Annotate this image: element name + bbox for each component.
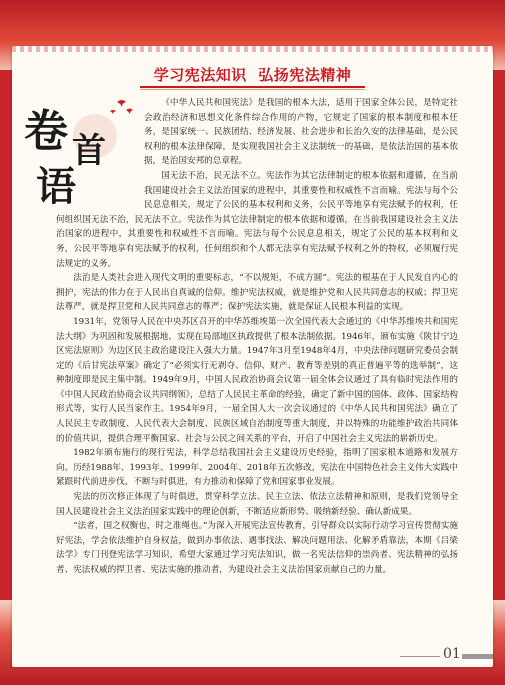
paragraph: 1982年颁布施行的现行宪法，科学总结我国社会主义建设历史经验，指明了国家根本道路和发展方向。历经1988年、1993年、1999年、2004年、2018年五次修改，宪法在中国特色社会主义伟大实践中紧跟时代前进步伐，不断与时俱进，有力推动和保障了党和国家事业发展。 xyxy=(56,448,458,488)
page-number-rule xyxy=(400,656,440,657)
page-number-bar xyxy=(462,654,493,659)
title-underline-thin xyxy=(140,89,365,90)
page-title: 学习宪法知识 弘扬宪法精神 xyxy=(153,66,352,84)
paragraph: 1931年，党领导人民在中央苏区召开的中华苏维埃第一次全国代表大会通过的《中华苏维埃共和国宪法大纲》为巩固和发展根据地、实现在局部地区执政提供了根本法制依据。1946年，颁布实施《陕甘宁边区宪法原则》为边区民主政治建设注入强大力量。1947年3月至1948年4月，中央法律问题研究委员会制定的《后甘宪法草案》确定了“必须实行无剥夺、信仰、财产、教育等差别的真正普遍平等的选举制”，这种制度即是民主集中制。1949年9月，中国人民政治协商会议第一届全体会议通过了具有临时宪法作用的《中国人民政治协商会议共同纲领》，总结了人民民主革命的经验，确定了新中国的国体、政体、国家结构形式等，实行人民当家作主。1954年9月，一届全国人大一次会议通过的《中华人民共和国宪法》确立了人民民主专政制度、人民代表大会制度、民族区域自治制度等重大制度，并以特殊的功能维护政治共同体的价值共识，提供合理平衡国家、社会与公民之间关系的平台，开启了中国社会主义宪法的崭新历史。 xyxy=(56,316,458,444)
page-number: 01 xyxy=(443,646,461,662)
paragraph: 国无法不治，民无法不立。宪法作为其它法律制定的根本依据和遵循，在当前我国建设社会主义法治国家的进程中，其重要性和权威性不言而喻。宪法与每个公民息息相关，规定了公民的基本权利和义务，公民平等地享有宪法赋予的权利，任何组织国无法不治，民无法不立。宪法作为其它法律制定的根本依据和遵循，在当前我国建设社会主义法治国家的进程中，其重要性和权威性不言而喻。宪法与每个公民息息相关，规定了公民的基本权利和义务，公民平等地享有宪法赋予的权利，任何组织和个人都无法享有宪法赋予权利之外的特权，必须履行宪法规定的义务。 xyxy=(56,170,458,269)
logo-char-shou: 首 xyxy=(72,131,106,171)
paragraph: 《中华人民共和国宪法》是我国的根本大法，适用于国家全体公民，是特定社会政治经济和思想文化条件综合作用的产物，它规定了国家的根本制度和根本任务，是国家统一、民族团结、经济发展、社会进步和长治久安的法律基础，是公民权利的根本法律保障，是实现我国社会主义法制统一的基础，是依法治国的基本依据，是治国安邦的总章程。 xyxy=(144,98,458,167)
logo-char-juan: 卷 xyxy=(24,106,68,157)
paragraph: “法者，国之权衡也，时之准绳也。”为深入开展宪法宣传教育，引导群众以实际行动学习宣传贯彻实施好宪法，学会依法维护自身权益，做到办事依法、遇事找法、解决问题用法、化解矛盾靠法，本期《吕梁法学》专门刊登宪法学习知识，希望大家通过学习宪法知识，做一名宪法信仰的崇尚者、宪法精神的弘扬者、宪法权威的捍卫者、宪法实施的推动者，为建设社会主义法治国家贡献自己的力量。 xyxy=(56,521,458,575)
paragraph: 法治是人类社会进入现代文明的重要标志，“不以规矩，不成方圆”。宪法的根基在于人民发自内心的拥护，宪法的伟力在于人民出自真诚的信仰。维护宪法权威，就是维护党和人民共同意志的权威；捍卫宪法尊严，就是捍卫党和人民共同意志的尊严；保护宪法实施，就是保证人民根本利益的实现。 xyxy=(56,273,458,313)
title-underline xyxy=(140,86,365,88)
paper-top-stripe xyxy=(12,46,493,52)
paragraph: 宪法的历次修正体现了与时俱进，贯穿科学立法、民主立法、依法立法精神和原则，是我们党领导全国人民建设社会主义法治国家实践中的理论创新，不断适应新形势、吸纳新经验、确认新成果。 xyxy=(56,492,458,517)
logo-float-spacer xyxy=(56,96,144,210)
logo-char-yu: 语 xyxy=(36,163,76,204)
article-body xyxy=(56,96,458,578)
